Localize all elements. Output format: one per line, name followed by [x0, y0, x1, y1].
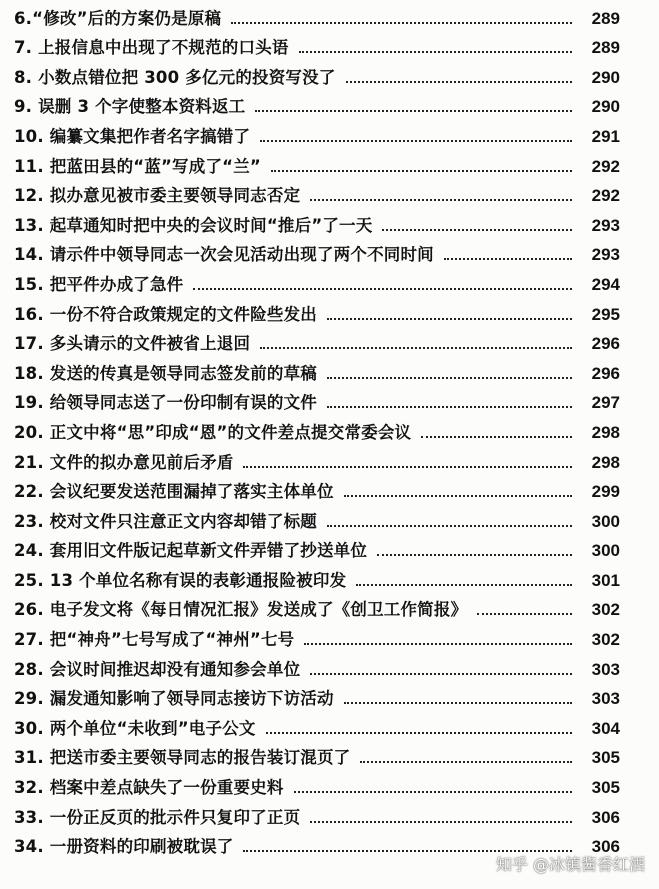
- dot-leader: [327, 525, 572, 527]
- toc-entry-page-number: 303: [591, 659, 620, 679]
- toc-entry-title: 30. 两个单位“未收到”电子公文: [14, 718, 256, 738]
- dot-leader: [444, 258, 572, 260]
- dot-leader: [327, 406, 572, 408]
- toc-entry-title: 31. 把送市委主要领导同志的报告装订混页了: [14, 748, 351, 768]
- toc-entry: [14, 474, 620, 504]
- toc-entry-page-number: 298: [591, 422, 620, 442]
- dot-leader: [304, 643, 572, 645]
- dot-leader: [344, 495, 572, 497]
- toc-entry-page-number: 300: [591, 511, 620, 531]
- toc-entry-page-number: 305: [591, 778, 620, 798]
- toc-entry: [14, 89, 620, 119]
- toc-entry: [14, 326, 620, 356]
- toc-entry-page-number: 296: [591, 363, 620, 383]
- toc-entry: [14, 621, 620, 651]
- dot-leader: [346, 81, 572, 83]
- dot-leader: [260, 140, 572, 142]
- toc-entry: [14, 118, 620, 148]
- toc-entry: [14, 651, 620, 681]
- toc-entry: [14, 178, 620, 208]
- dot-leader: [260, 347, 572, 349]
- toc-entry-page-number: 299: [591, 482, 620, 502]
- toc-entry-page-number: 292: [591, 186, 620, 206]
- toc-entry: [14, 681, 620, 711]
- dot-leader: [477, 613, 572, 615]
- toc-entry-page-number: 301: [591, 570, 620, 590]
- toc-entry-title: 28. 会议时间推迟却没有通知参会单位: [14, 659, 301, 679]
- dot-leader: [377, 554, 572, 556]
- dot-leader: [271, 170, 572, 172]
- toc-entry-title: 27. 把“神舟”七号写成了“神州”七号: [14, 630, 295, 650]
- toc-entry-title: 12. 拟办意见被市委主要领导同志否定: [14, 186, 301, 206]
- dot-leader: [327, 318, 572, 320]
- toc-entry-page-number: 306: [591, 807, 620, 827]
- toc-entry-title: 7. 上报信息中出现了不规范的口头语: [14, 38, 289, 58]
- watermark-text: 知乎 @冰镇酱香红酒: [495, 855, 645, 874]
- toc-entry-page-number: 289: [591, 8, 620, 28]
- toc-entry-title: 8. 小数点错位把 300 多亿元的投资写没了: [14, 67, 336, 87]
- dot-leader: [421, 436, 572, 438]
- toc-entry-page-number: 303: [591, 689, 620, 709]
- toc-entry: [14, 740, 620, 770]
- toc-entry-title: 19. 给领导同志送了一份印制有误的文件: [14, 393, 317, 413]
- toc-entry: [14, 592, 620, 622]
- toc-entry-title: 6.“修改”后的方案仍是原稿: [14, 8, 222, 28]
- toc-entry: [14, 30, 620, 60]
- toc-entry-page-number: 304: [591, 718, 620, 738]
- toc-entry-page-number: 302: [591, 630, 620, 650]
- toc-entry-page-number: 298: [591, 452, 620, 472]
- toc-entry-title: 26. 电子发文将《每日情况汇报》发送成了《创卫工作简报》: [14, 600, 468, 620]
- toc-entry-page-number: 302: [591, 600, 620, 620]
- toc-entry-title: 29. 漏发通知影响了领导同志接访下访活动: [14, 689, 334, 709]
- toc-entry-title: 14. 请示件中领导同志一次会见活动出现了两个不同时间: [14, 245, 434, 265]
- toc-entry: [14, 207, 620, 237]
- dot-leader: [243, 466, 572, 468]
- toc-entry: [14, 296, 620, 326]
- toc-entry: [14, 355, 620, 385]
- watermark: [496, 852, 645, 875]
- toc-entry-title: 20. 正文中将“思”印成“恩”的文件差点提交常委会议: [14, 422, 412, 442]
- dot-leader: [356, 584, 572, 586]
- toc-entry-page-number: 294: [591, 274, 620, 294]
- toc-entry-page-number: 296: [591, 334, 620, 354]
- toc-entry-page-number: 292: [591, 156, 620, 176]
- toc-entry: [14, 237, 620, 267]
- toc-entry-title: 15. 把平件办成了急件: [14, 274, 184, 294]
- toc-entry-title: 13. 起草通知时把中央的会议时间“推后”了一天: [14, 215, 373, 235]
- toc-entry-page-number: 290: [591, 97, 620, 117]
- toc-entry: [14, 444, 620, 474]
- toc-entry-page-number: 290: [591, 67, 620, 87]
- toc-entry: [14, 59, 620, 89]
- dot-leader: [294, 791, 572, 793]
- dot-leader: [360, 761, 572, 763]
- dot-leader: [231, 22, 572, 24]
- toc-entry-title: 24. 套用旧文件版记起草新文件弄错了抄送单位: [14, 541, 368, 561]
- toc-entry-title: 18. 发送的传真是领导同志签发前的草稿: [14, 363, 317, 383]
- dot-leader: [310, 673, 572, 675]
- toc-entry-title: 22. 会议纪要发送范围漏掉了落实主体单位: [14, 482, 334, 502]
- toc-entry-title: 10. 编纂文集把作者名字搞错了: [14, 126, 251, 146]
- toc-entry-page-number: 300: [591, 541, 620, 561]
- toc-entry-page-number: 305: [591, 748, 620, 768]
- toc-entry: [14, 799, 620, 829]
- dot-leader: [382, 229, 572, 231]
- dot-leader: [299, 51, 572, 53]
- toc-entry-page-number: 289: [591, 38, 620, 58]
- toc-entry-page-number: 291: [591, 126, 620, 146]
- toc-entry: [14, 769, 620, 799]
- dot-leader: [310, 821, 572, 823]
- toc-entry-page-number: 293: [591, 215, 620, 235]
- toc-entry: [14, 385, 620, 415]
- dot-leader: [266, 732, 572, 734]
- toc-entry-page-number: 295: [591, 304, 620, 324]
- toc-entry-title: 17. 多头请示的文件被省上退回: [14, 334, 251, 354]
- toc-entry: [14, 710, 620, 740]
- toc-entry: [14, 562, 620, 592]
- toc-entry-page-number: 293: [591, 245, 620, 265]
- toc-entry-title: 32. 档案中差点缺失了一份重要史料: [14, 778, 284, 798]
- toc-entry: [14, 414, 620, 444]
- dot-leader: [193, 288, 572, 290]
- toc-entry-title: 33. 一份正反页的批示件只复印了正页: [14, 807, 301, 827]
- toc-entry: [14, 0, 620, 30]
- toc-entry-title: 34. 一册资料的印刷被耽误了: [14, 837, 234, 857]
- toc-entry-title: 11. 把蓝田县的“蓝”写成了“兰”: [14, 156, 261, 176]
- toc-entry-page-number: 297: [591, 393, 620, 413]
- dot-leader: [310, 199, 572, 201]
- toc-entry: [14, 533, 620, 563]
- toc-entry: [14, 503, 620, 533]
- dot-leader: [255, 110, 572, 112]
- toc-entry-title: 21. 文件的拟办意见前后矛盾: [14, 452, 234, 472]
- toc-entry-page-number: 306: [591, 837, 620, 857]
- toc-entry-title: 16. 一份不符合政策规定的文件险些发出: [14, 304, 317, 324]
- dot-leader: [327, 377, 572, 379]
- dot-leader: [344, 702, 572, 704]
- table-of-contents: [14, 0, 620, 858]
- toc-entry-title: 9. 误删 3 个字使整本资料返工: [14, 97, 246, 117]
- toc-entry: [14, 148, 620, 178]
- toc-entry: [14, 266, 620, 296]
- toc-entry-title: 23. 校对文件只注意正文内容却错了标题: [14, 511, 317, 531]
- toc-entry-title: 25. 13 个单位名称有误的表彰通报险被印发: [14, 570, 347, 590]
